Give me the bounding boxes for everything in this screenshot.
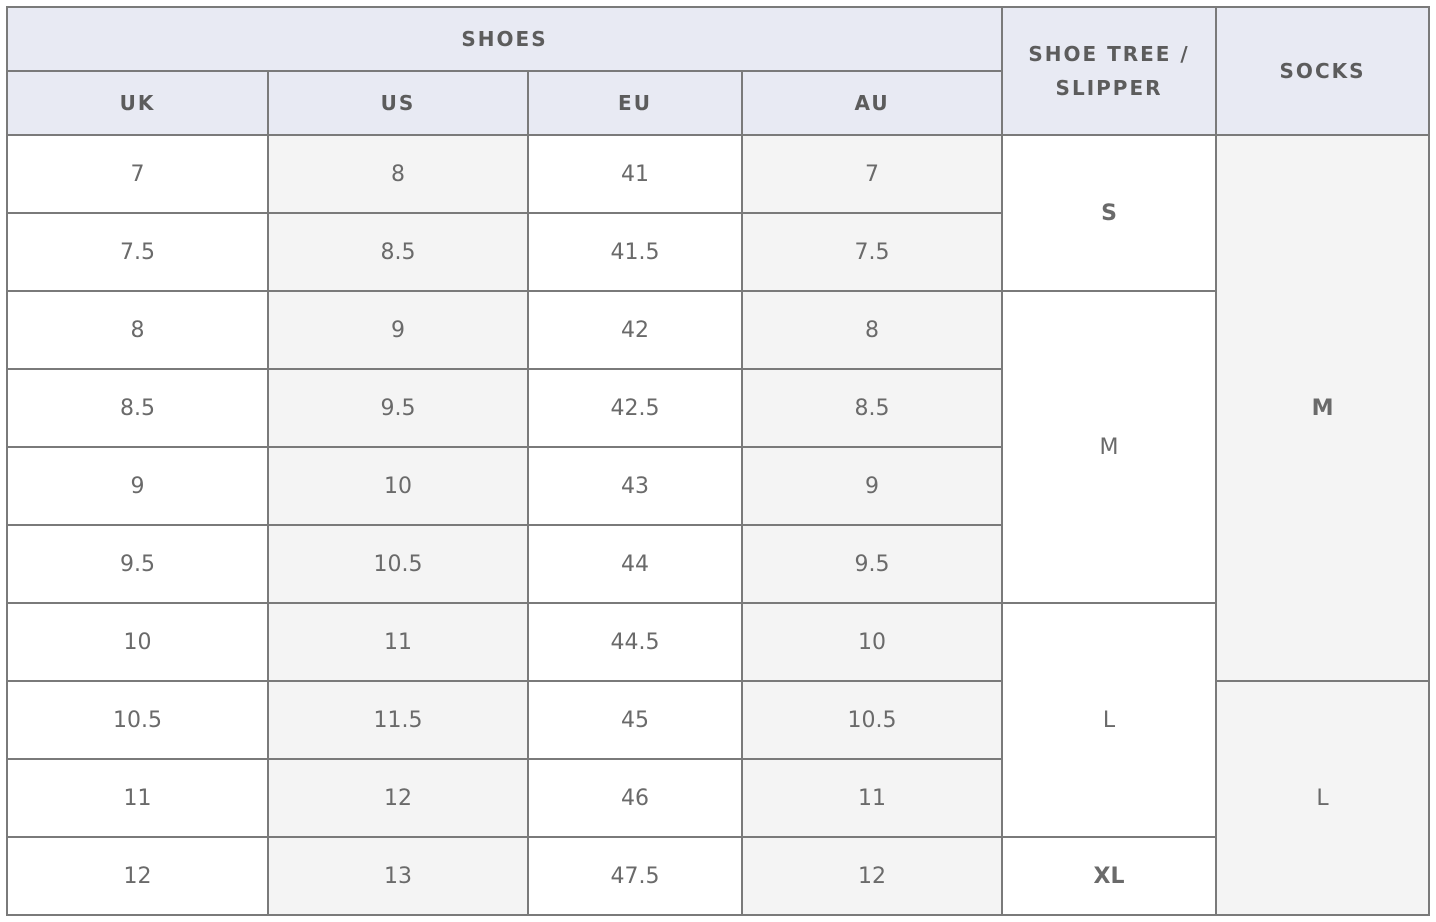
table-row xyxy=(7,837,1429,915)
table-row xyxy=(7,603,1429,681)
uk-cell: 8 xyxy=(7,291,268,369)
au-cell: 9.5 xyxy=(742,525,1002,603)
uk-header: UK xyxy=(7,71,268,135)
eu-cell: 47.5 xyxy=(528,837,742,915)
us-cell: 11.5 xyxy=(268,681,528,759)
us-cell: 11 xyxy=(268,603,528,681)
table-row xyxy=(7,135,1429,213)
au-cell: 12 xyxy=(742,837,1002,915)
eu-cell: 41.5 xyxy=(528,213,742,291)
us-cell: 9.5 xyxy=(268,369,528,447)
shoe-tree-size-xl: XL xyxy=(1002,837,1216,915)
au-cell: 8 xyxy=(742,291,1002,369)
eu-cell: 42 xyxy=(528,291,742,369)
au-cell: 9 xyxy=(742,447,1002,525)
shoe-tree-slipper-header xyxy=(1002,7,1216,135)
uk-cell: 10.5 xyxy=(7,681,268,759)
us-cell: 10.5 xyxy=(268,525,528,603)
uk-cell: 9 xyxy=(7,447,268,525)
uk-cell: 9.5 xyxy=(7,525,268,603)
eu-cell: 42.5 xyxy=(528,369,742,447)
au-cell: 8.5 xyxy=(742,369,1002,447)
eu-cell: 41 xyxy=(528,135,742,213)
us-cell: 10 xyxy=(268,447,528,525)
eu-cell: 45 xyxy=(528,681,742,759)
au-cell: 10 xyxy=(742,603,1002,681)
au-cell: 10.5 xyxy=(742,681,1002,759)
table-row xyxy=(7,291,1429,369)
socks-header: SOCKS xyxy=(1216,7,1429,135)
us-cell: 8.5 xyxy=(268,213,528,291)
shoe-tree-size-s: S xyxy=(1002,135,1216,291)
eu-cell: 46 xyxy=(528,759,742,837)
size-chart-table xyxy=(6,6,1430,916)
au-cell: 7 xyxy=(742,135,1002,213)
us-header: US xyxy=(268,71,528,135)
eu-cell: 44 xyxy=(528,525,742,603)
eu-cell: 44.5 xyxy=(528,603,742,681)
shoes-header: SHOES xyxy=(7,7,1002,71)
uk-cell: 7 xyxy=(7,135,268,213)
eu-header: EU xyxy=(528,71,742,135)
uk-cell: 10 xyxy=(7,603,268,681)
au-header: AU xyxy=(742,71,1002,135)
us-cell: 8 xyxy=(268,135,528,213)
uk-cell: 8.5 xyxy=(7,369,268,447)
uk-cell: 11 xyxy=(7,759,268,837)
us-cell: 13 xyxy=(268,837,528,915)
us-cell: 9 xyxy=(268,291,528,369)
eu-cell: 43 xyxy=(528,447,742,525)
shoe-tree-size-m: M xyxy=(1002,291,1216,603)
shoe-tree-header-line: SHOE TREE / xyxy=(1028,42,1190,66)
au-cell: 7.5 xyxy=(742,213,1002,291)
shoe-tree-size-l: L xyxy=(1002,603,1216,837)
us-cell: 12 xyxy=(268,759,528,837)
table-row xyxy=(7,681,1429,759)
socks-size-l: L xyxy=(1216,681,1429,915)
uk-cell: 7.5 xyxy=(7,213,268,291)
uk-cell: 12 xyxy=(7,837,268,915)
slipper-header-line: SLIPPER xyxy=(1055,76,1163,100)
socks-size-m: M xyxy=(1216,135,1429,681)
au-cell: 11 xyxy=(742,759,1002,837)
